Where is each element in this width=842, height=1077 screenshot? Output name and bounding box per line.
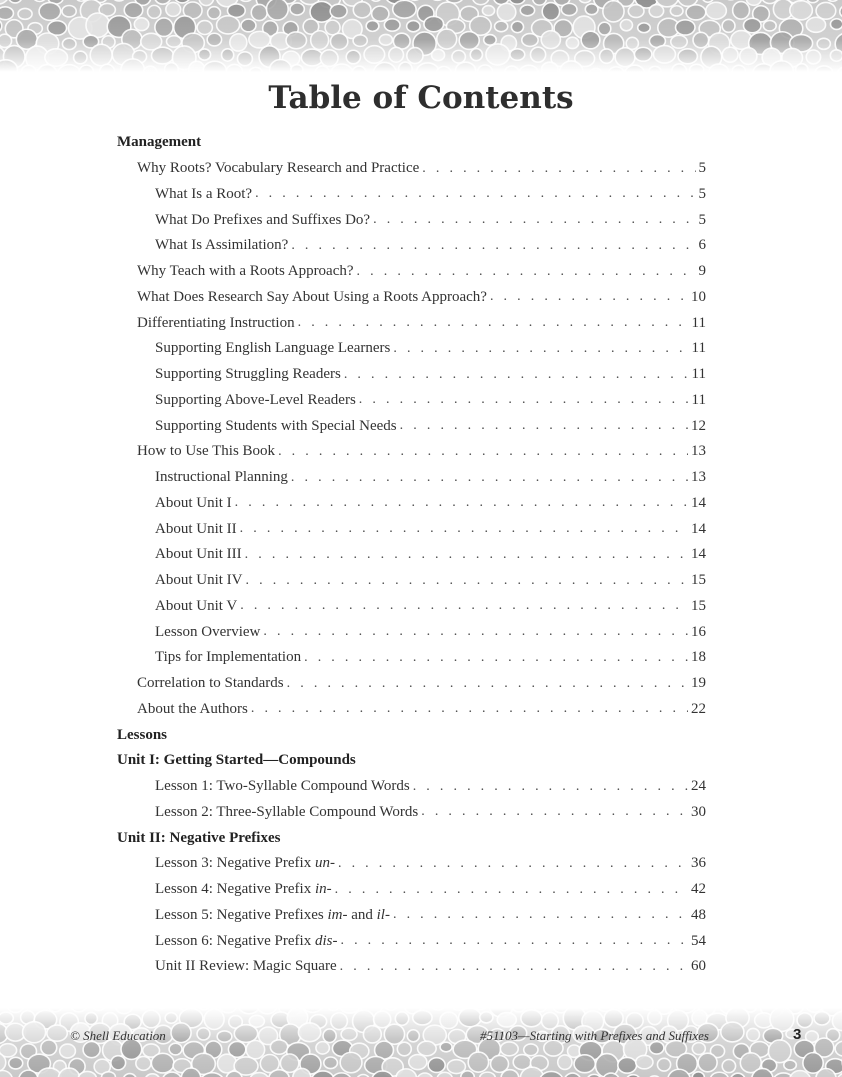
toc-entry-label: About Unit V — [155, 597, 238, 614]
toc-entry[interactable] — [117, 903, 706, 929]
toc-entry-label: Lesson 6: Negative Prefix dis- — [155, 932, 338, 949]
dot-leader — [373, 212, 695, 228]
toc-entry-page: 30 — [691, 803, 706, 820]
toc-entry[interactable] — [117, 877, 706, 903]
toc-entry[interactable] — [117, 439, 706, 465]
toc-entry-page: 15 — [691, 572, 706, 589]
toc-entry[interactable] — [117, 594, 706, 620]
toc-entry-page: 11 — [691, 391, 706, 408]
toc-entry-label: Tips for Implementation — [155, 649, 302, 666]
dot-leader — [255, 186, 695, 202]
section-heading-label: Unit I: Getting Started—Compounds — [117, 752, 356, 769]
toc-entry-label: Lesson Overview — [155, 623, 261, 640]
dot-leader — [335, 882, 688, 898]
toc-entry-label: Differentiating Instruction — [137, 314, 295, 331]
toc-entry[interactable] — [117, 671, 706, 697]
toc-entry-label: Unit II Review: Magic Square — [155, 958, 337, 975]
toc-entry[interactable] — [117, 928, 706, 954]
toc-entry[interactable] — [117, 954, 706, 980]
toc-entry-page: 54 — [691, 932, 706, 949]
dot-leader — [291, 470, 688, 486]
toc-entry-label: About Unit III — [155, 546, 242, 563]
dot-leader — [400, 418, 688, 434]
toc-entry-page: 10 — [691, 288, 706, 305]
toc-entry[interactable] — [117, 362, 706, 388]
toc-entry[interactable] — [117, 774, 706, 800]
toc-entry[interactable] — [117, 413, 706, 439]
toc-entry-page: 9 — [698, 263, 706, 280]
toc-entry[interactable] — [117, 336, 706, 362]
toc-entry-page: 11 — [691, 340, 706, 357]
toc-entry-label: Lesson 4: Negative Prefix in- — [155, 881, 332, 898]
toc-entry[interactable] — [117, 207, 706, 233]
toc-entry-page: 22 — [691, 700, 706, 717]
toc-entry-label: How to Use This Book — [137, 443, 276, 460]
dot-leader — [291, 238, 695, 254]
toc-entry[interactable] — [117, 465, 706, 491]
bubble-pattern-top — [0, 0, 842, 72]
toc-entry-page: 14 — [691, 520, 706, 537]
toc-entry-page: 16 — [691, 623, 706, 640]
toc-entry-page: 5 — [698, 160, 706, 177]
dot-leader — [421, 804, 688, 820]
toc-entry-page: 11 — [691, 366, 706, 383]
toc-entry-page: 12 — [691, 417, 706, 434]
prefix-italic: un- — [314, 855, 335, 872]
toc-entry-label: Supporting Above-Level Readers — [155, 391, 356, 408]
prefix-italic: dis- — [314, 932, 338, 949]
toc-entry-label: Lesson 1: Two-Syllable Compound Words — [155, 778, 410, 795]
dot-leader — [413, 779, 688, 795]
toc-entry-page: 13 — [691, 469, 706, 486]
dot-leader — [393, 907, 688, 923]
toc-entry[interactable] — [117, 491, 706, 517]
prefix-italic: im- — [327, 906, 348, 923]
toc-entry-page: 14 — [691, 546, 706, 563]
toc-entry[interactable] — [117, 259, 706, 285]
toc-entry-label: About Unit I — [155, 494, 232, 511]
dot-leader — [338, 856, 688, 872]
toc-entry-page: 19 — [691, 675, 706, 692]
dot-leader — [357, 264, 696, 280]
dot-leader — [393, 341, 688, 357]
dot-leader — [240, 521, 688, 537]
section-heading-label: Management — [117, 134, 202, 151]
toc-entry-label: About Unit II — [155, 520, 237, 537]
toc-entry[interactable] — [117, 516, 706, 542]
toc-entry-page: 5 — [698, 185, 706, 202]
toc-entry[interactable] — [117, 182, 706, 208]
dot-leader — [287, 676, 688, 692]
toc-entry-label: Correlation to Standards — [137, 675, 284, 692]
section-heading-unit-1 — [117, 748, 706, 774]
toc-entry-label: Supporting Struggling Readers — [155, 366, 341, 383]
toc-entry-label: About the Authors — [137, 700, 248, 717]
toc-entry[interactable] — [117, 310, 706, 336]
dot-leader — [422, 161, 695, 177]
toc-entry-label: Why Roots? Vocabulary Research and Practice — [137, 160, 420, 177]
toc-entry-label: Lesson 5: Negative Prefixes im- and il- — [155, 906, 390, 923]
dot-leader — [263, 624, 688, 640]
toc-entry-label: Supporting Students with Special Needs — [155, 417, 397, 434]
toc-entry-label: Instructional Planning — [155, 469, 288, 486]
toc-entry-page: 42 — [691, 881, 706, 898]
toc-entry[interactable] — [117, 542, 706, 568]
section-heading-unit-2 — [117, 825, 706, 851]
prefix-italic: in- — [314, 881, 332, 898]
toc-entry-label: Supporting English Language Learners — [155, 340, 391, 357]
toc-entry-label: Why Teach with a Roots Approach? — [137, 263, 354, 280]
toc-entry-page: 13 — [691, 443, 706, 460]
toc-entry-label: What Does Research Say About Using a Roots Approach? — [137, 288, 487, 305]
toc-entry[interactable] — [117, 233, 706, 259]
section-heading-lessons — [117, 722, 706, 748]
section-heading-label: Lessons — [117, 726, 168, 743]
section-heading-management — [117, 130, 706, 156]
toc-entry-page: 14 — [691, 494, 706, 511]
page-title: Table of Contents — [268, 80, 574, 116]
toc-entry-label: Lesson 2: Three-Syllable Compound Words — [155, 803, 419, 820]
toc-entry[interactable] — [117, 697, 706, 723]
dot-leader — [304, 650, 688, 666]
dot-leader — [340, 959, 688, 975]
dot-leader — [340, 933, 688, 949]
toc-entry-page: 48 — [691, 906, 706, 923]
footer-copyright: © Shell Education — [70, 1028, 166, 1043]
toc-entry-page: 15 — [691, 597, 706, 614]
dot-leader — [251, 701, 688, 717]
toc-entry[interactable] — [117, 285, 706, 311]
toc-entry-label: What Is Assimilation? — [155, 237, 289, 254]
toc-entry[interactable] — [117, 800, 706, 826]
toc-entry[interactable] — [117, 156, 706, 182]
footer-page-number: 3 — [793, 1026, 802, 1043]
toc-entry-page: 60 — [691, 958, 706, 975]
toc-entry-page: 18 — [691, 649, 706, 666]
toc-entry-page: 6 — [698, 237, 706, 254]
top-decorative-band — [0, 0, 842, 72]
dot-leader — [245, 547, 688, 563]
toc-entry-page: 11 — [691, 314, 706, 331]
toc-entry-page: 36 — [691, 855, 706, 872]
table-of-contents — [117, 130, 706, 980]
toc-entry[interactable] — [117, 851, 706, 877]
toc-entry-label: Lesson 3: Negative Prefix un- — [155, 855, 335, 872]
toc-entry-label: What Do Prefixes and Suffixes Do? — [155, 211, 371, 228]
dot-leader — [246, 573, 689, 589]
footer-book-title: #51103—Starting with Prefixes and Suffixes — [480, 1028, 709, 1043]
dot-leader — [298, 315, 689, 331]
dot-leader — [490, 289, 688, 305]
toc-entry[interactable] — [117, 568, 706, 594]
toc-entry[interactable] — [117, 388, 706, 414]
prefix-italic: il- — [376, 906, 390, 923]
dot-leader — [278, 444, 688, 460]
toc-entry-page: 24 — [691, 778, 706, 795]
dot-leader — [359, 392, 689, 408]
toc-entry[interactable] — [117, 645, 706, 671]
toc-entry[interactable] — [117, 619, 706, 645]
dot-leader — [344, 367, 689, 383]
toc-entry-label: About Unit IV — [155, 572, 243, 589]
dot-leader — [235, 495, 688, 511]
dot-leader — [240, 598, 688, 614]
toc-entry-label: What Is a Root? — [155, 185, 253, 202]
section-heading-label: Unit II: Negative Prefixes — [117, 829, 281, 846]
toc-entry-page: 5 — [698, 211, 706, 228]
